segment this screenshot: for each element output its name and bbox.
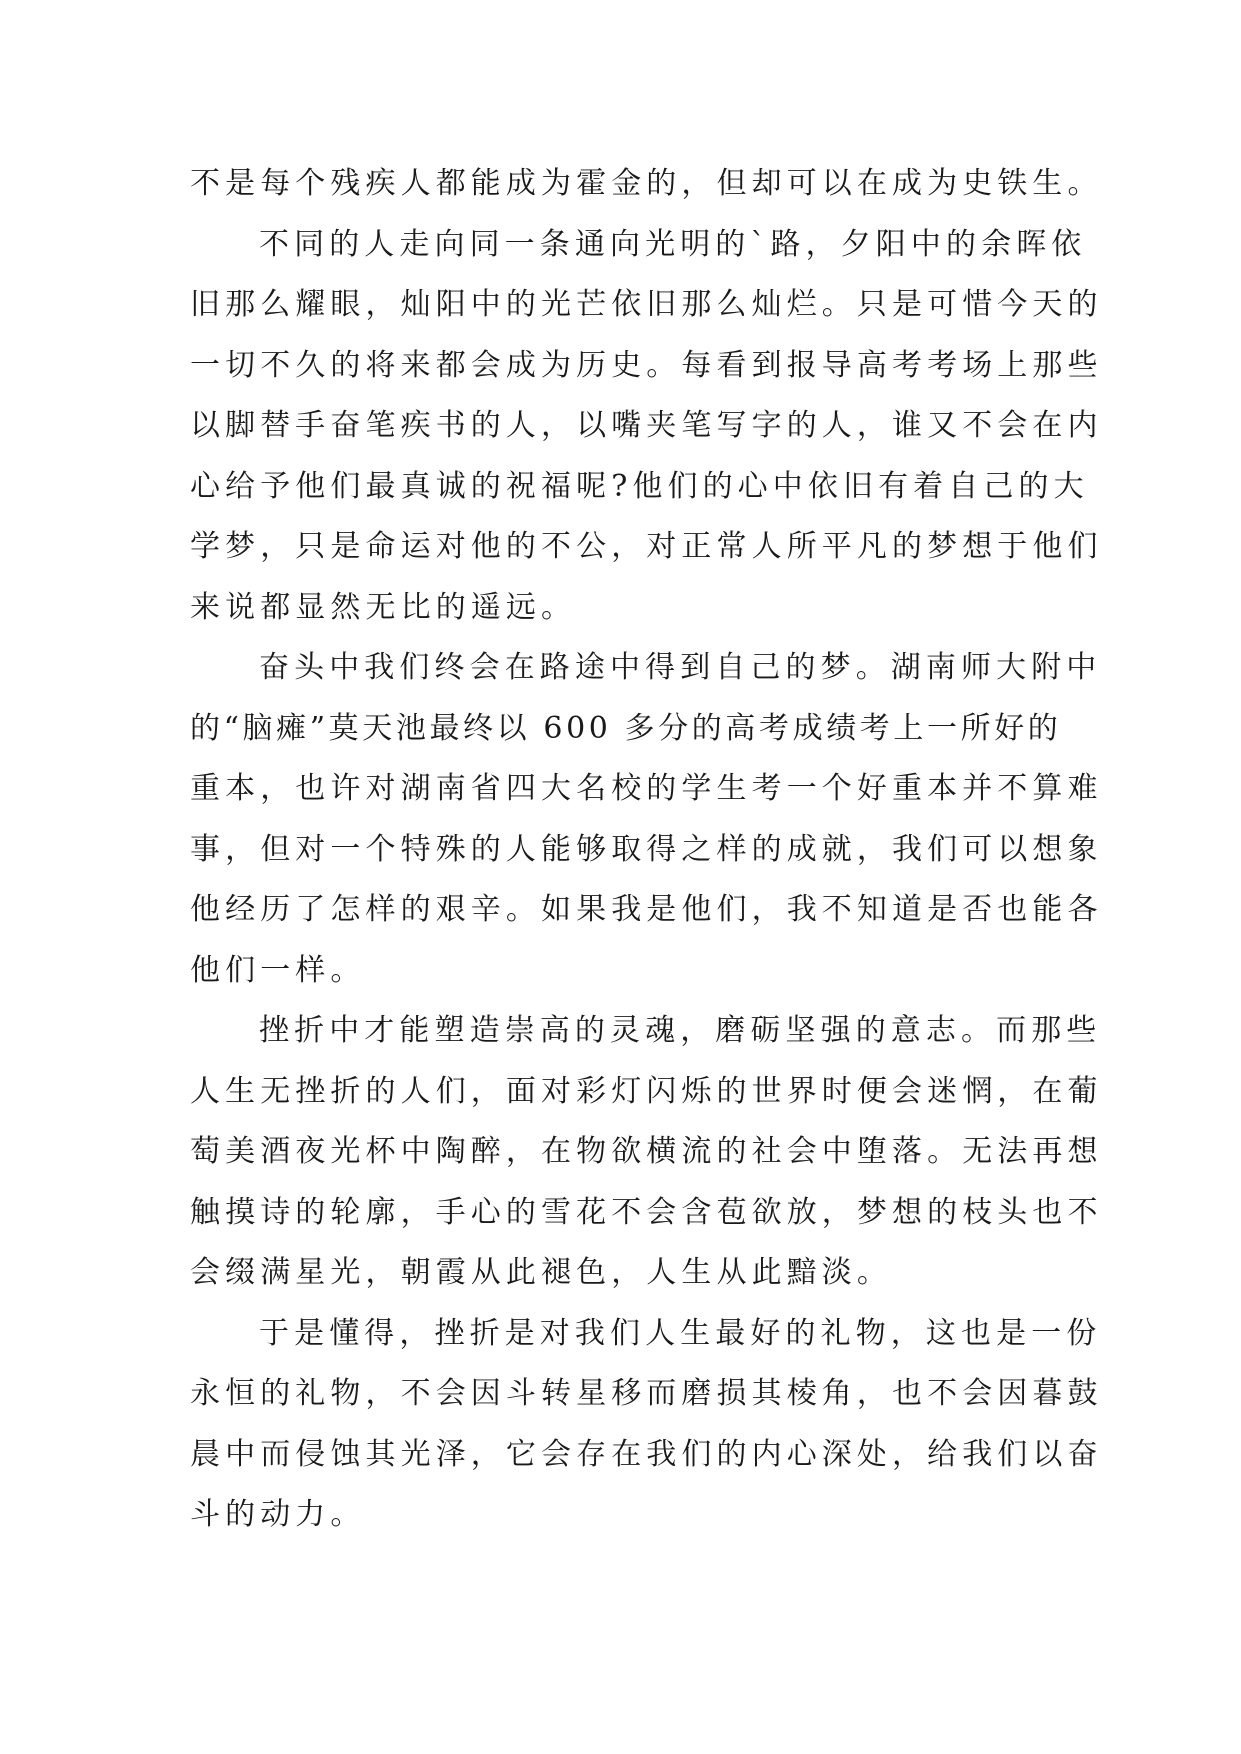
text-line: 会缀满星光，朝霞从此褪色，人生从此黯淡。 [190,1255,892,1290]
text-line: 不是每个残疾人都能成为霍金的，但却可以在成为史铁生。 [190,166,1103,201]
text-line: 一切不久的将来都会成为历史。每看到报导高考考场上那些 [190,347,1103,383]
text-line: 晨中而侵蚀其光泽，它会存在我们的内心深处，给我们以奋 [190,1436,1103,1472]
text-line: 学梦，只是命运对他的不公，对正常人所平凡的梦想于他们 [190,529,1103,564]
text-line: 重本，也许对湖南省四大名校的学生考一个好重本并不算难 [190,771,1103,806]
paragraph-1 [190,154,1103,215]
text-line: 的“脑瘫”莫天池最终以 600 多分的高考成绩考上一所好的 [190,710,1062,746]
text-line: 奋头中我们终会在路途中得到自己的梦。湖南师大附中 [259,650,1102,685]
text-line: 他经历了怎样的艰辛。如果我是他们，我不知道是否也能各 [190,892,1103,927]
text-line: 于是懂得，挫折是对我们人生最好的礼物，这也是一份 [259,1315,1102,1351]
text-line: 来说都显然无比的遥远。 [190,589,577,625]
paragraph-4 [190,1001,1103,1304]
text-line: 以脚替手奋笔疾书的人，以嘴夹笔写字的人，谁又不会在内 [190,408,1103,443]
text-line: 他们一样。 [190,952,366,988]
text-line: 萄美酒夜光杯中陶醉，在物欲横流的社会中堕落。无法再想 [190,1134,1103,1169]
paragraph-5 [190,1304,1103,1546]
text-line: 旧那么耀眼，灿阳中的光芒依旧那么灿烂。只是可惜今天的 [190,287,1103,322]
text-line: 挫折中才能塑造崇高的灵魂，磨砺坚强的意志。而那些 [259,1013,1102,1048]
paragraph-2 [190,215,1103,639]
text-line: 不同的人走向同一条通向光明的`路，夕阳中的余晖依 [259,226,1087,262]
text-line: 人生无挫折的人们，面对彩灯闪烁的世界时便会迷惘，在葡 [190,1073,1103,1109]
text-line: 斗的动力。 [190,1497,366,1532]
paragraph-3 [190,638,1103,1001]
text-line: 触摸诗的轮廓，手心的雪花不会含苞欲放，梦想的枝头也不 [190,1194,1103,1230]
text-line: 事，但对一个特殊的人能够取得之样的成就，我们可以想象 [190,831,1103,867]
text-line: 永恒的礼物，不会因斗转星移而磨损其棱角，也不会因暮鼓 [190,1376,1103,1411]
text-line: 心给予他们最真诚的祝福呢?他们的心中依旧有着自己的大 [190,468,1089,504]
document-body [190,154,1103,1546]
